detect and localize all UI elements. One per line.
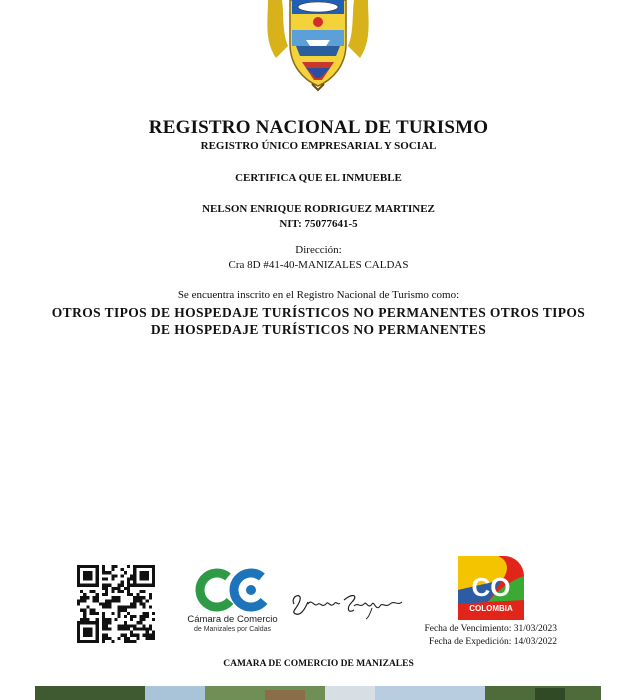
certificate-subtitle: REGISTRO ÚNICO EMPRESARIAL Y SOCIAL	[200, 140, 437, 152]
issuer-footer: CAMARA DE COMERCIO DE MANIZALES	[223, 659, 414, 669]
owner-name: NELSON ENRIQUE RODRIGUEZ MARTINEZ	[202, 203, 435, 215]
dates-block	[400, 623, 557, 649]
qr-code	[77, 565, 155, 643]
expiry-date: Fecha de Vencimiento: 31/03/2023	[424, 624, 557, 634]
inscription-text: Se encuentra inscrito en el Registro Nacional de Turismo como:	[177, 289, 460, 301]
certificate-title: REGISTRO NACIONAL DE TURISMO	[148, 117, 489, 138]
certification-statement: CERTIFICA QUE EL INMUEBLE	[235, 172, 402, 184]
landscape-photo	[35, 686, 601, 700]
chamber-name: Cámara de Comercio	[187, 614, 278, 625]
chamber-subname: de Manizales por Caldas	[193, 626, 272, 633]
tourism-category: OTROS TIPOS DE HOSPEDAJE TURÍSTICOS NO PERMANENTES OTROS TIPOS DE HOSPEDAJE TURÍSTICOS NO PERMANENTES	[51, 305, 586, 337]
chamber-logo-icon	[193, 568, 277, 612]
address-label: Dirección:	[295, 244, 342, 256]
signature	[288, 586, 408, 620]
chamber-of-commerce-logo	[175, 568, 290, 638]
colombia-text: COLOMBIA	[469, 604, 513, 613]
address-value: Cra 8D #41-40-MANIZALES CALDAS	[228, 259, 409, 271]
colombia-brand-logo	[458, 556, 524, 620]
nit-number: NIT: 75077641-5	[279, 218, 358, 230]
co-badge-text: CO	[471, 572, 511, 602]
coat-of-arms-emblem	[262, 0, 374, 92]
issue-date: Fecha de Expedición: 14/03/2022	[429, 637, 557, 647]
